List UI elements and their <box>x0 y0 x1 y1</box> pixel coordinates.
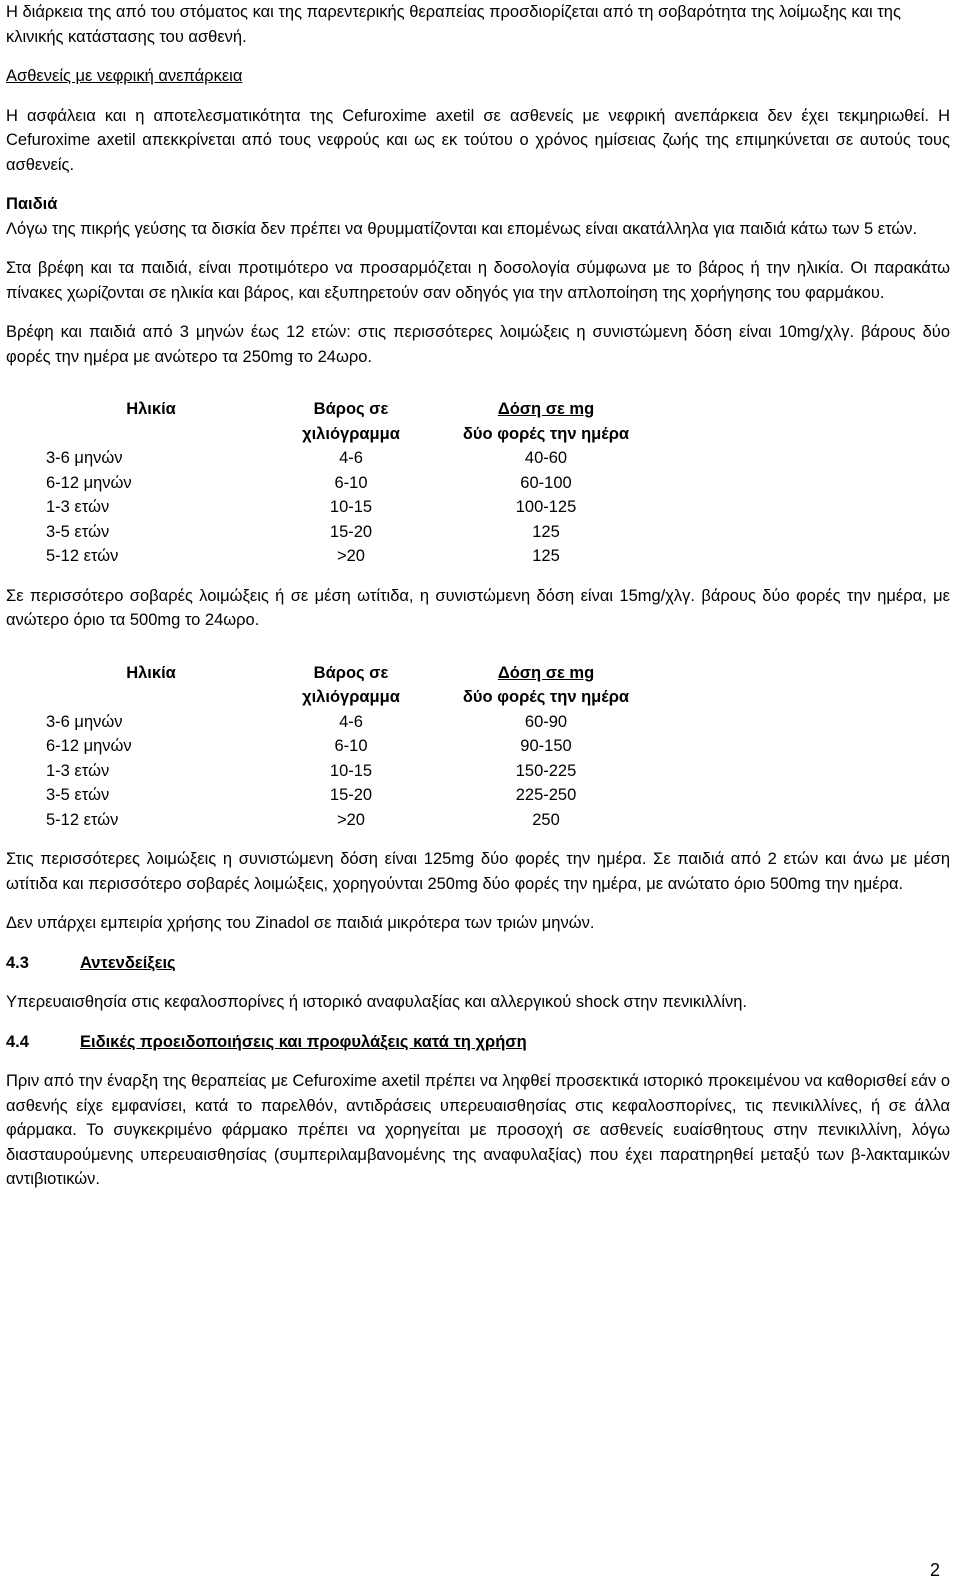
header-weight: Βάρος σε <box>313 400 389 418</box>
cell-age: 1-3 ετών <box>46 761 110 780</box>
cell-weight: 6-10 <box>334 473 368 492</box>
table-header-row-2 <box>46 422 646 447</box>
cell-dose: 60-100 <box>520 473 572 492</box>
section-title: Αντενδείξεις <box>80 953 176 972</box>
cell-weight: 10-15 <box>329 761 373 780</box>
table-row <box>46 759 646 784</box>
cell-age: 6-12 μηνών <box>46 473 132 492</box>
cell-age: 3-5 ετών <box>46 786 110 804</box>
children-paragraph-2: Στα βρέφη και τα παιδιά, είναι προτιμότερο να προσαρμόζεται η δοσολογία σύμφωνα με το βάρος ή την ηλικία. Οι παρακάτω πίνακες χωρίζονται σε ηλικία και βάρος, και εξυπηρετούν σαν οδηγός για την απλοποίηση της χορήγησης του φαρμάκου. <box>6 259 950 302</box>
table-header-row-2 <box>46 685 646 710</box>
table-row <box>46 495 646 520</box>
cell-weight: 6-10 <box>334 737 368 755</box>
cell-weight: >20 <box>337 547 365 565</box>
renal-paragraph: Η ασφάλεια και η αποτελεσματικότητα της Cefuroxime axetil σε ασθενείς με νεφρική ανεπάρκεια δεν έχει τεκμηριωθεί. Η Cefuroxime axetil απεκκρίνεται από τους νεφρούς και ως εκ τούτου ο χρόνος ημίσειας ζωής της επιμηκύνεται σε αυτούς τους ασθενείς. <box>6 106 950 174</box>
cell-dose: 150-225 <box>515 761 577 780</box>
cell-dose: 40-60 <box>524 449 568 467</box>
cell-dose: 250 <box>532 810 560 829</box>
table-row <box>46 544 646 569</box>
table-row <box>46 710 646 735</box>
contraindications-paragraph: Υπερευαισθησία στις κεφαλοσπορίνες ή ιστορικό αναφυλαξίας και αλλεργικού shock στην πενικιλλίνη. <box>6 993 748 1011</box>
cell-weight: 15-20 <box>329 522 373 541</box>
section-4-3-heading <box>6 951 950 976</box>
header-age: Ηλικία <box>126 400 176 418</box>
most-infections-paragraph: Στις περισσότερες λοιμώξεις η συνιστώμενη δόση είναι 125mg δύο φορές την ημέρα. Σε παιδιά από 2 ετών και άνω με μέση ωτίτιδα και περισσότερο σοβαρές λοιμώξεις, χορηγούνται 250mg δύο φορές την ημέρα, με ανώτατο όριο 500mg την ημέρα. <box>6 850 950 893</box>
otitis-paragraph: Σε περισσότερο σοβαρές λοιμώξεις ή σε μέση ωτίτιδα, η συνιστώμενη δόση είναι 15mg/χλγ. βάρους δύο φορές την ημέρα, με ανώτερο όριο τα 500mg το 24ωρο. <box>6 586 950 629</box>
cell-weight: 4-6 <box>339 712 363 731</box>
header-dose-frequency: δύο φορές την ημέρα <box>462 688 630 706</box>
cell-weight: >20 <box>337 810 365 829</box>
cell-dose: 125 <box>532 522 560 541</box>
cell-dose: 225-250 <box>515 786 577 804</box>
table-row <box>46 808 646 833</box>
table-row <box>46 446 646 471</box>
cell-weight: 4-6 <box>339 449 363 467</box>
warnings-paragraph: Πριν από την έναρξη της θεραπείας με Cefuroxime axetil πρέπει να ληφθεί προσεκτικά ιστορικό προκειμένου να καθορισθεί εάν ο ασθενής είχε εμφανίσει, κατά το παρελθόν, αντιδράσεις υπερευαισθησίας στις κεφαλοσπορίνες, τις πενικιλλίνες, ή σε άλλα φάρμακα. Το συγκεκριμένο φάρμακο πρέπει να χορηγείται με προσοχή σε ασθενείς ευαίσθητους στην πενικιλλίνη, λόγω διασταυρούμενης υπερευαισθησίας (συμπεριλαμβανομένης της αναφυλαξίας) που έχει παρατηρηθεί μεταξύ των β-λακταμικών αντιβιοτικών. <box>6 1072 950 1188</box>
section-title: Ειδικές προειδοποιήσεις και προφυλάξεις κατά τη χρήση <box>80 1032 527 1051</box>
header-dose: Δόση σε mg <box>497 663 595 682</box>
header-dose: Δόση σε mg <box>497 400 595 418</box>
cell-age: 3-6 μηνών <box>46 712 123 731</box>
section-number: 4.4 <box>6 1032 29 1051</box>
document-page <box>6 0 950 1192</box>
header-weight-unit: χιλιόγραμμα <box>302 424 400 443</box>
section-4-4-heading <box>6 1030 950 1055</box>
children-heading: Παιδιά <box>6 195 58 213</box>
table-row <box>46 520 646 545</box>
table-row <box>46 783 646 808</box>
cell-dose: 60-90 <box>524 712 568 731</box>
renal-heading: Ασθενείς με νεφρική ανεπάρκεια <box>6 67 243 85</box>
no-experience-paragraph: Δεν υπάρχει εμπειρία χρήσης του Zinadol σε παιδιά μικρότερα των τριών μηνών. <box>6 914 595 932</box>
cell-age: 3-6 μηνών <box>46 449 123 467</box>
table-header-row <box>46 397 646 422</box>
header-dose-frequency: δύο φορές την ημέρα <box>462 424 630 443</box>
cell-dose: 100-125 <box>515 498 577 516</box>
children-paragraph-3: Βρέφη και παιδιά από 3 μηνών έως 12 ετών: στις περισσότερες λοιμώξεις η συνιστώμενη δόση είναι 10mg/χλγ. βάρους δύο φορές την ημέρα με ανώτερο τα 250mg το 24ωρο. <box>6 323 950 366</box>
dosage-table-1 <box>46 397 646 569</box>
cell-age: 5-12 ετών <box>46 810 119 829</box>
header-weight-unit: χιλιόγραμμα <box>302 688 400 706</box>
header-weight: Βάρος σε <box>313 663 389 682</box>
section-number: 4.3 <box>6 953 29 972</box>
cell-dose: 125 <box>532 547 560 565</box>
page-number: 2 <box>929 1560 940 1580</box>
dosage-table-2 <box>46 661 646 833</box>
table-row <box>46 471 646 496</box>
cell-weight: 15-20 <box>329 786 373 804</box>
cell-age: 3-5 ετών <box>46 522 110 541</box>
cell-dose: 90-150 <box>520 737 572 755</box>
cell-age: 6-12 μηνών <box>46 737 132 755</box>
children-paragraph-1: Λόγω της πικρής γεύσης τα δισκία δεν πρέπει να θρυμματίζονται και επομένως είναι ακατάλληλα για παιδιά κάτω των 5 ετών. <box>6 219 918 238</box>
cell-age: 5-12 ετών <box>46 547 119 565</box>
table-header-row <box>46 661 646 686</box>
cell-weight: 10-15 <box>329 498 373 516</box>
header-age: Ηλικία <box>126 663 176 682</box>
cell-age: 1-3 ετών <box>46 498 110 516</box>
intro-paragraph: Η διάρκεια της από του στόματος και της παρεντερικής θεραπείας προσδιορίζεται από τη σοβαρότητα της λοίμωξης και της κλινικής κατάστασης του ασθενή. <box>6 3 901 46</box>
table-row <box>46 734 646 759</box>
